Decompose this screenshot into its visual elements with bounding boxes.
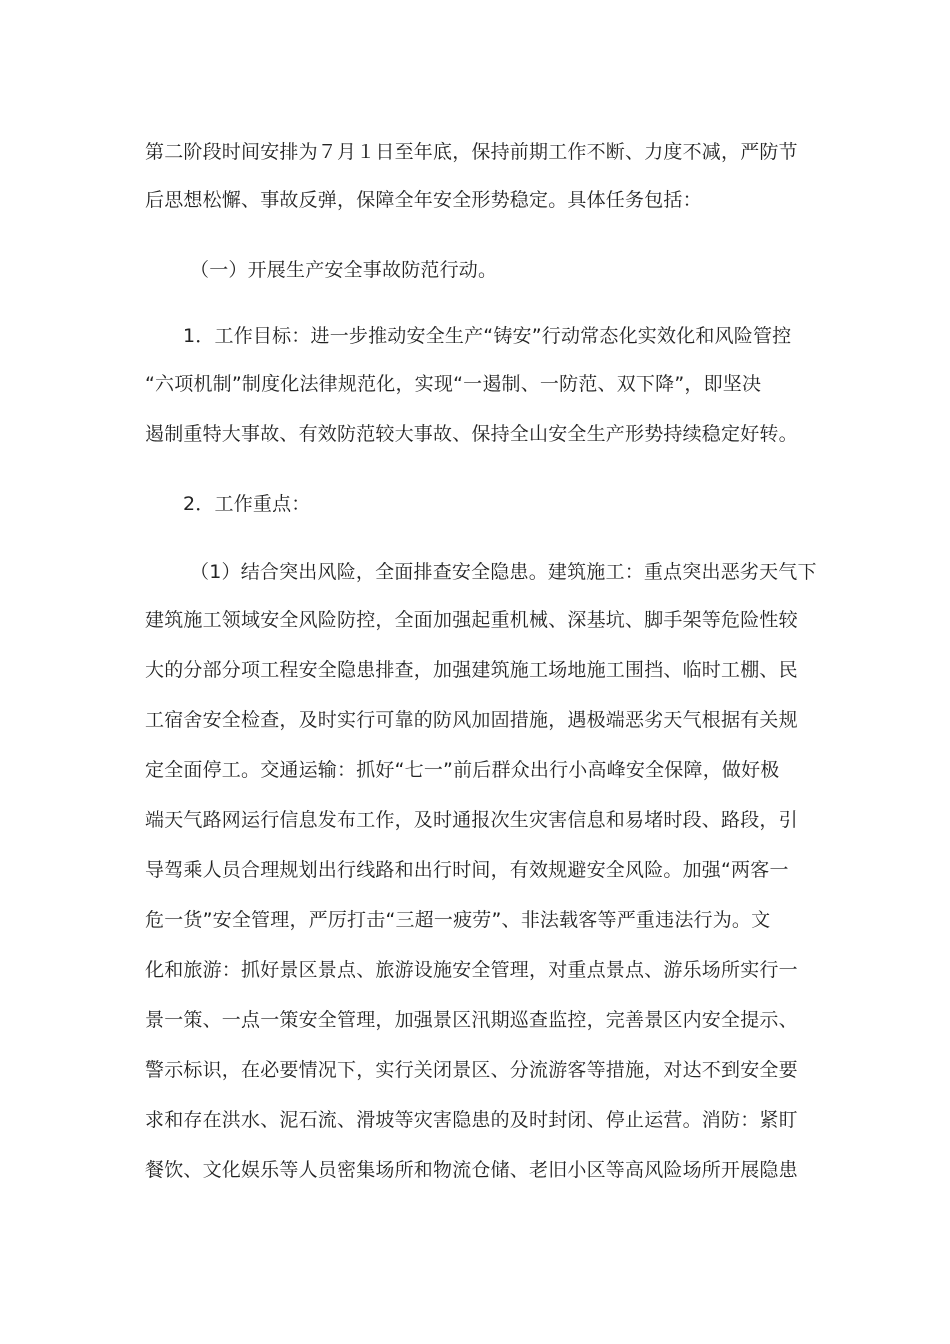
paragraph-line-4: 1．工作目标：进一步推动安全生产“铸安”行动常态化实效化和风险管控 [183, 325, 792, 347]
paragraph-line-15: 危一货”安全管理，严厉打击“三超一疲劳”、非法载客等严重违法行为。文 [145, 909, 771, 931]
paragraph-line-14: 导驾乘人员合理规划出行线路和出行时间，有效规避安全风险。加强“两客一 [145, 859, 789, 881]
paragraph-line-5: “六项机制”制度化法律规范化，实现“一遏制、一防范、双下降”，即坚决 [145, 373, 762, 395]
paragraph-line-19: 求和存在洪水、泥石流、滑坡等灾害隐患的及时封闭、停止运营。消防：紧盯 [145, 1109, 798, 1131]
paragraph-line-1: 第二阶段时间安排为７月１日至年底，保持前期工作不断、力度不减，严防节 [145, 141, 798, 163]
paragraph-line-8: （1）结合突出风险，全面排查安全隐患。建筑施工：重点突出恶劣天气下 [190, 561, 817, 583]
paragraph-line-11: 工宿舍安全检查，及时实行可靠的防风加固措施，遇极端恶劣天气根据有关规 [145, 709, 798, 731]
paragraph-line-2: 后思想松懈、事故反弹，保障全年安全形势稳定。具体任务包括： [145, 189, 702, 211]
paragraph-line-6: 遏制重特大事故、有效防范较大事故、保持全山安全生产形势持续稳定好转。 [145, 423, 798, 445]
paragraph-line-9: 建筑施工领域安全风险防控，全面加强起重机械、深基坑、脚手架等危险性较 [145, 609, 798, 631]
paragraph-line-17: 景一策、一点一策安全管理，加强景区汛期巡查监控，完善景区内安全提示、 [145, 1009, 798, 1031]
subheading: 2．工作重点： [183, 493, 311, 515]
section-heading: （一）开展生产安全事故防范行动。 [190, 259, 498, 281]
paragraph-line-20: 餐饮、文化娱乐等人员密集场所和物流仓储、老旧小区等高风险场所开展隐患 [145, 1159, 798, 1181]
paragraph-line-10: 大的分部分项工程安全隐患排查，加强建筑施工场地施工围挡、临时工棚、民 [145, 659, 798, 681]
paragraph-line-12: 定全面停工。交通运输：抓好“七一”前后群众出行小高峰安全保障，做好极 [145, 759, 780, 781]
paragraph-line-16: 化和旅游：抓好景区景点、旅游设施安全管理，对重点景点、游乐场所实行一 [145, 959, 798, 981]
paragraph-line-18: 警示标识，在必要情况下，实行关闭景区、分流游客等措施，对达不到安全要 [145, 1059, 798, 1081]
paragraph-line-13: 端天气路网运行信息发布工作，及时通报次生灾害信息和易堵时段、路段，引 [145, 809, 798, 831]
